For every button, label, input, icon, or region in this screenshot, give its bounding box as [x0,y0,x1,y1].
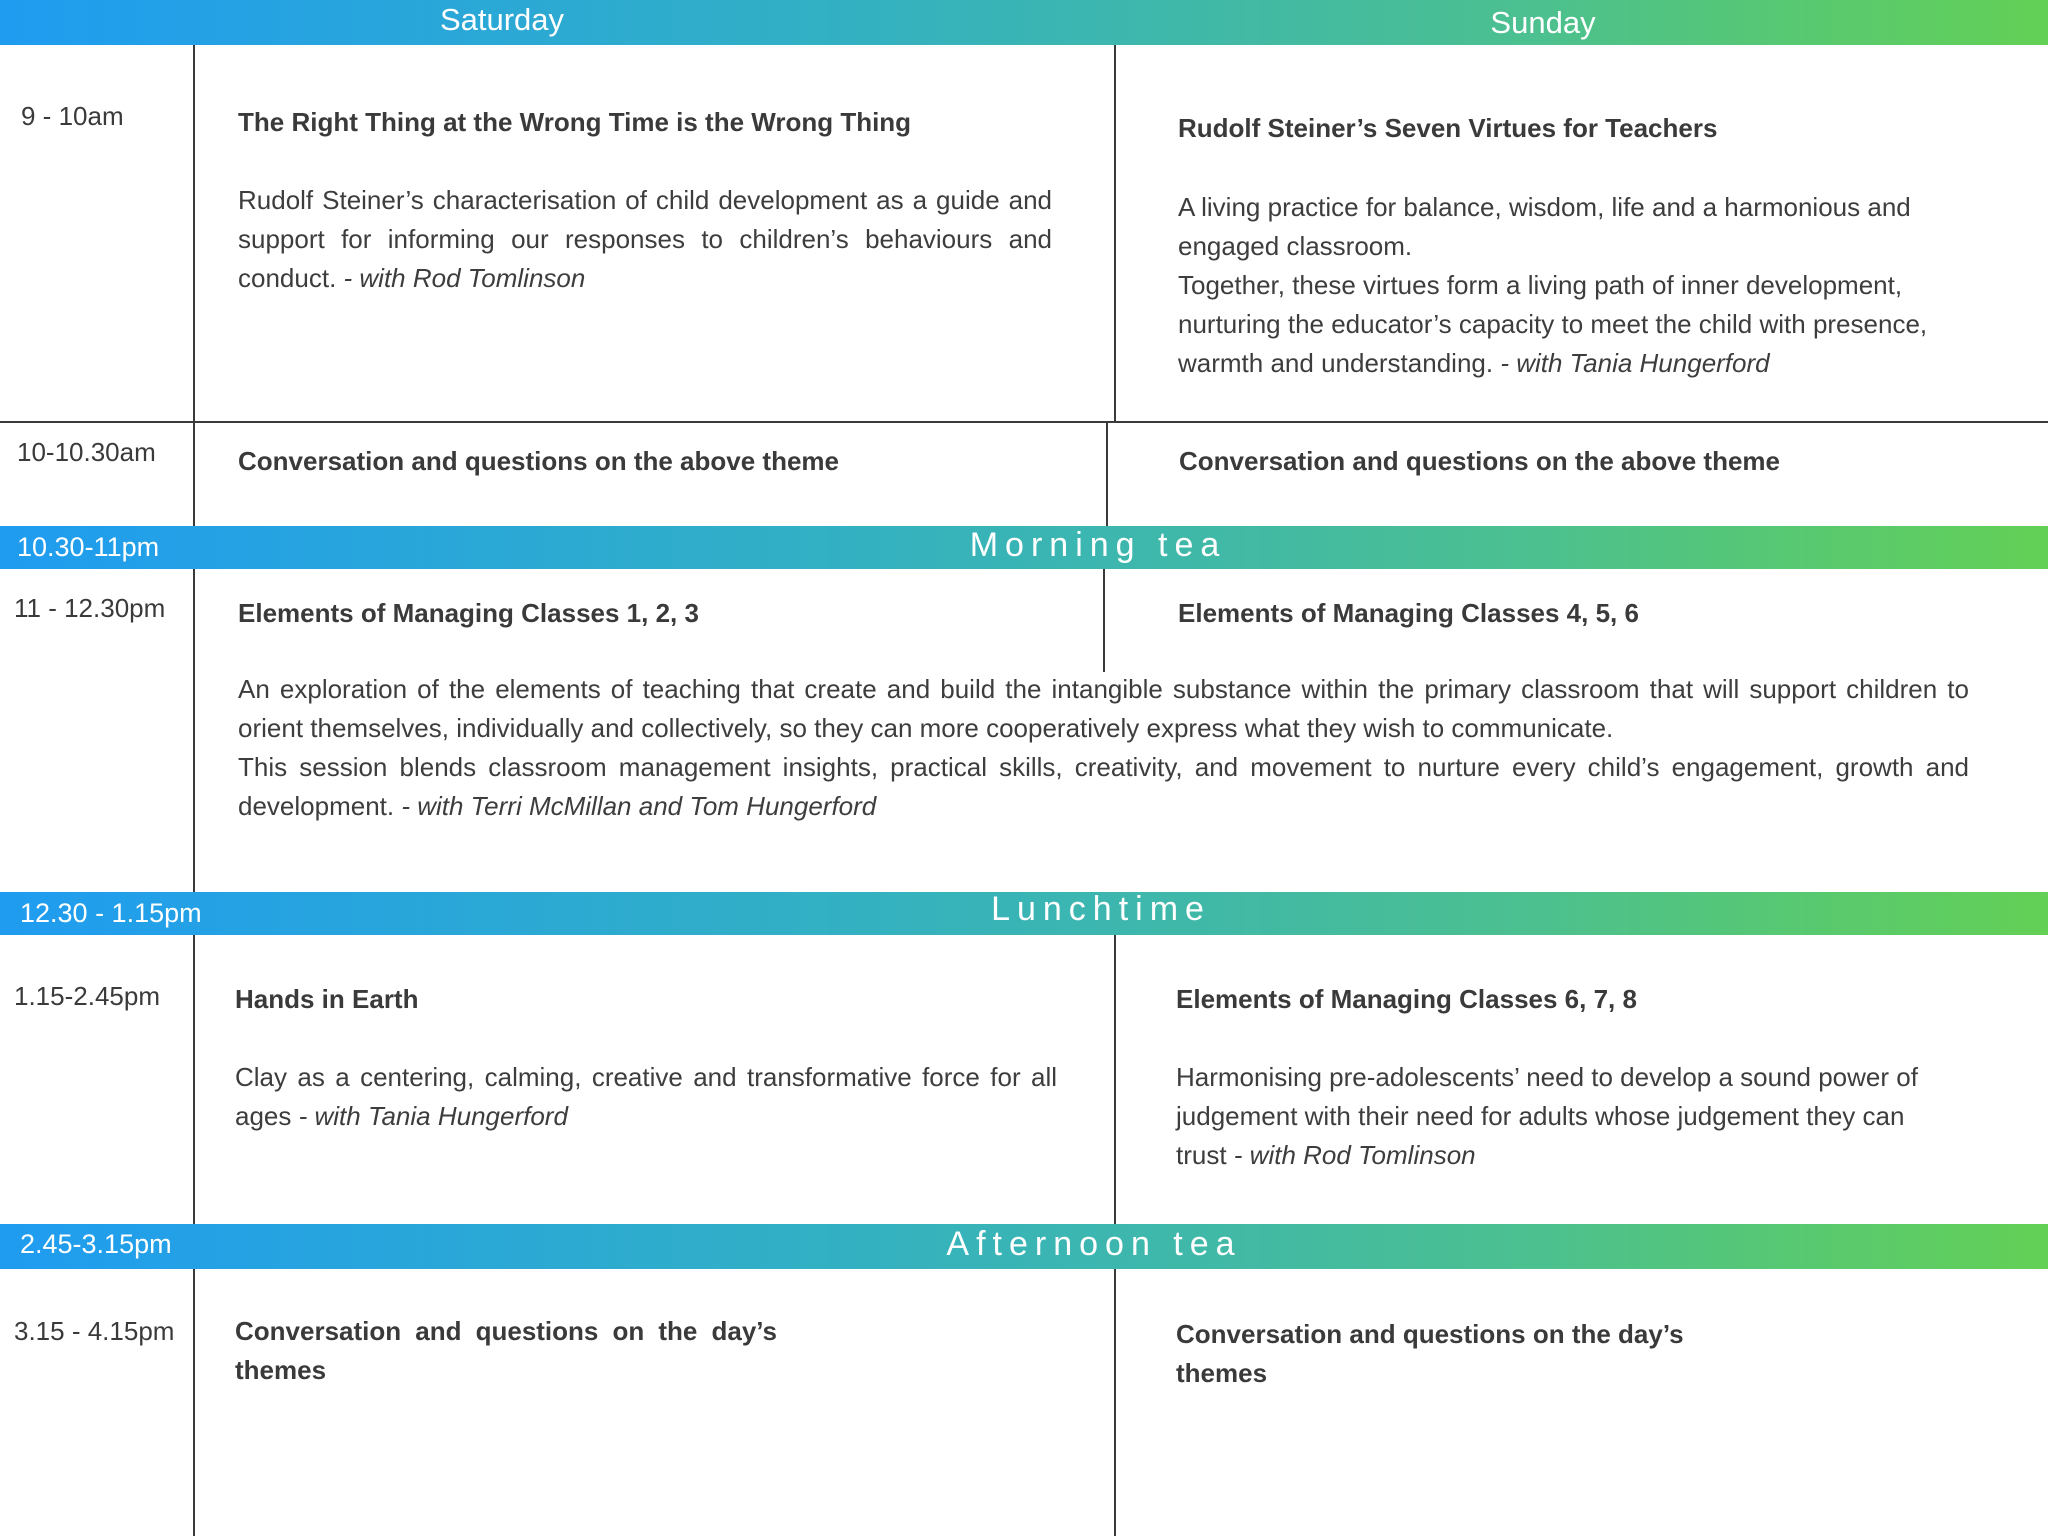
row-divider [0,421,2048,423]
session-desc-sun-1-text2: Together, these virtues form a living path of inner development, nurturing the educator’s capacity to meet the child with presence, warmth and understanding. [1178,270,1928,378]
session-title-sun-1: Rudolf Steiner’s Seven Virtues for Teachers [1178,113,1718,143]
morning-tea-band [0,526,2048,569]
session-title-sat-2: Conversation and questions on the above theme [238,446,839,476]
saturday-header: Saturday [439,2,565,37]
session-title-sat-5 [235,1312,777,1390]
break-label-3: Afternoon tea [946,1225,1242,1263]
session-title-sat-3: Elements of Managing Classes 1, 2, 3 [238,598,699,628]
session-title-sun-4: Elements of Managing Classes 6, 7, 8 [1176,984,1637,1014]
session-title-sun-5 [1176,1315,1736,1393]
session-desc-sat-4 [235,1058,1057,1136]
session-title-sat-4: Hands in Earth [235,984,419,1014]
session-title-sun-5-line2: themes [1176,1358,1268,1388]
time-slot-3: 11 - 12.30pm [14,593,166,623]
day-divider-morning [1103,568,1105,672]
session-desc-sat-1 [238,181,1052,298]
session-desc-shared-3-para2 [238,748,1969,826]
break-time-3: 2.45-3.15pm [20,1229,172,1259]
session-desc-shared-3-text2: This session blends classroom management insights, practical skills, creativity, and movement to nurture every child’s engagement, growth and development. [238,752,1969,821]
session-desc-sun-1-line2 [1178,266,1978,383]
time-slot-5: 3.15 - 4.15pm [14,1316,175,1346]
time-column-divider [193,45,195,1536]
session-title-sun-3: Elements of Managing Classes 4, 5, 6 [1178,598,1639,628]
lunchtime-band [0,892,2048,935]
day-divider-mid [1106,422,1108,526]
afternoon-tea-band [0,1224,2048,1269]
day-divider-upper [1114,45,1116,423]
session-desc-shared-3-para1: An exploration of the elements of teaching that create and build the intangible substance within the primary classroom that will support children to orient themselves, individually and collectively, so they can more cooperatively express what they wish to communicate. [238,674,1969,743]
session-title-sun-5-line1: Conversation and questions on the day’s [1176,1319,1684,1349]
session-title-sat-5-line1: Conversation and questions on the day’s [235,1316,777,1346]
session-title-sat-5-line2: themes [235,1355,327,1385]
session-desc-sat-1-text: Rudolf Steiner’s characterisation of child development as a guide and support for informing our responses to children’s behaviours and conduct. [238,185,1052,293]
session-desc-shared-3 [238,670,1969,826]
presenter-sat-1: - with Rod Tomlinson [336,263,586,293]
time-slot-1: 9 - 10am [21,101,124,131]
session-desc-sun-4 [1176,1058,1946,1175]
break-label-1: Morning tea [969,526,1227,564]
session-title-sat-1: The Right Thing at the Wrong Time is the Wrong Thing [238,107,912,137]
session-title-sun-2: Conversation and questions on the above theme [1179,446,1780,476]
session-desc-sun-1-line1: A living practice for balance, wisdom, life and a harmonious and engaged classroom. [1178,192,1911,261]
session-desc-sat-4-text: Clay as a centering, calming, creative and transformative force for all ages [235,1062,1057,1131]
break-time-1: 10.30-11pm [17,532,160,562]
time-slot-2: 10-10.30am [17,437,156,467]
day-header-band [0,0,2048,45]
break-time-2: 12.30 - 1.15pm [20,898,202,928]
presenter-sat-4: - with Tania Hungerford [291,1101,568,1131]
session-desc-sun-4-text: Harmonising pre-adolescents’ need to develop a sound power of judgement with their need for adults whose judgement they can trust [1176,1062,1918,1170]
presenter-sun-1: - with Tania Hungerford [1493,348,1770,378]
sunday-header: Sunday [1490,5,1596,40]
break-label-2: Lunchtime [991,890,1211,928]
time-slot-4: 1.15-2.45pm [14,981,160,1011]
session-desc-sun-1 [1178,188,1978,383]
presenter-sun-4: - with Rod Tomlinson [1226,1140,1476,1170]
presenter-shared-3: - with Terri McMillan and Tom Hungerford [394,791,877,821]
